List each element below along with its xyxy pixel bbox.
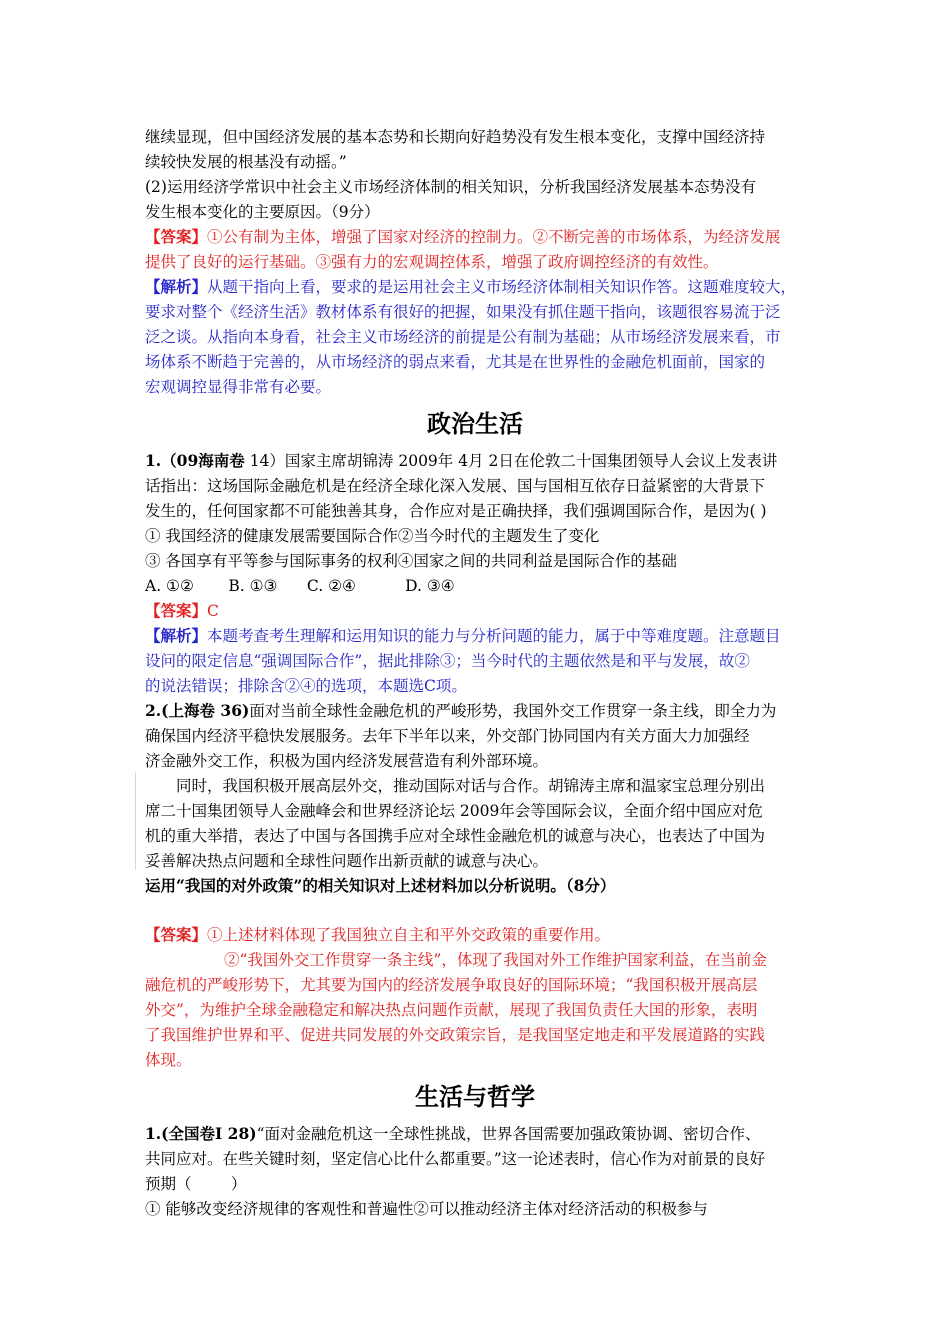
answer-label: 【答案】 bbox=[145, 227, 208, 246]
politics-q1-answer bbox=[145, 599, 219, 623]
politics-q1-analysis bbox=[145, 624, 781, 648]
econ-answer-line: 提供了良好的运行基础。③强有力的宏观调控体系，增强了政府调控经济的有效性。 bbox=[145, 253, 719, 271]
politics-q1-analysis: 的说法错误；排除含②④的选项，本题选C项。 bbox=[145, 677, 467, 695]
econ-question-line: (2)运用经济学常识中社会主义市场经济体制的相关知识，分析我国经济发展基本态势没有 bbox=[145, 178, 756, 196]
question-number: 2.(上海卷 36) bbox=[145, 701, 250, 720]
politics-q2-answer bbox=[145, 923, 610, 947]
politics-q2-ask: 运用“我国的对外政策”的相关知识对上述材料加以分析说明。（8分） bbox=[145, 876, 616, 895]
politics-q2-line: 确保国内经济平稳快发展服务。去年下半年以来，外交部门协同国内有关方面大力加强经 bbox=[145, 727, 750, 745]
politics-q1-option: ③ 各国享有平等参与国际事务的权利④国家之间的共同利益是国际合作的基础 bbox=[145, 552, 677, 570]
politics-q1-analysis: 设问的限定信息“强调国际合作”，据此排除③；当今时代的主题依然是和平与发展，故② bbox=[145, 652, 750, 670]
answer-text: ①上述材料体现了我国独立自主和平外交政策的重要作用。 bbox=[207, 926, 611, 944]
question-text: “面对金融危机这一全球性挑战，世界各国需要加强政策协调、密切合作、 bbox=[256, 1125, 761, 1143]
politics-q1-line: 话指出：这场国际金融危机是在经济全球化深入发展、国与国相互依存日益紧密的大背景下 bbox=[145, 477, 766, 495]
politics-q2-paragraph: 机的重大举措，表达了中国与各国携手应对全球性金融危机的诚意与决心，也表达了中国为 bbox=[145, 827, 766, 845]
margin-rule bbox=[135, 772, 136, 870]
analysis-text: 本题考查考生理解和运用知识的能力与分析问题的能力，属于中等难度题。注意题目 bbox=[207, 627, 781, 645]
analysis-label: 【解析】 bbox=[145, 277, 208, 296]
econ-answer-line bbox=[145, 225, 781, 249]
politics-q1-line bbox=[145, 449, 777, 473]
econ-analysis-line: 宏观调控显得非常有必要。 bbox=[145, 378, 332, 396]
politics-q2-answer: ②“我国外交工作贯穿一条主线”，体现了我国对外工作维护国家利益，在当前金 bbox=[224, 951, 767, 969]
politics-q1-choices: A. ①② B. ①③ C. ②④ D. ③④ bbox=[145, 577, 455, 595]
politics-q2-answer: 外交”，为维护全球金融稳定和解决热点问题作贡献，展现了我国负责任大国的形象，表明 bbox=[145, 1001, 758, 1019]
politics-q2-paragraph: 席二十国集团领导人金融峰会和世界经济论坛 2009年会等国际会议，全面介绍中国应对危 bbox=[145, 802, 763, 820]
politics-q2-paragraph: 同时，我国积极开展高层外交，推动国际对话与合作。胡锦涛主席和温家宝总理分别出 bbox=[176, 777, 766, 795]
politics-q2-answer: 体现。 bbox=[145, 1051, 192, 1069]
philosophy-q1-line bbox=[145, 1122, 761, 1146]
section-heading-politics: 政治生活 bbox=[427, 410, 523, 438]
politics-q1-option: ① 我国经济的健康发展需要国际合作②当今时代的主题发生了变化 bbox=[145, 527, 600, 545]
answer-label: 【答案】 bbox=[145, 925, 208, 944]
econ-analysis-line bbox=[145, 275, 796, 299]
answer-text: C bbox=[207, 602, 219, 620]
question-number: 1.（09海南卷 bbox=[145, 451, 245, 470]
politics-q2-answer: 融危机的严峻形势下，尤其要为国内的经济发展争取良好的国际环境；“我国积极开展高层 bbox=[145, 976, 758, 994]
econ-analysis-line: 要求对整个《经济生活》教材体系有很好的把握，如果没有抓住题干指向，该题很容易流于泛 bbox=[145, 303, 781, 321]
econ-analysis-line: 场体系不断趋于完善的，从市场经济的弱点来看，尤其是在世界性的金融危机面前，国家的 bbox=[145, 353, 766, 371]
section-heading-philosophy: 生活与哲学 bbox=[415, 1083, 535, 1111]
analysis-label: 【解析】 bbox=[145, 626, 208, 645]
econ-analysis-line: 泛之谈。从指向本身看，社会主义市场经济的前提是公有制为基础；从市场经济发展来看，市 bbox=[145, 328, 781, 346]
answer-label: 【答案】 bbox=[145, 601, 208, 620]
philosophy-q1-line: 共同应对。在些关键时刻，坚定信心比什么都重要。”这一论述表时，信心作为对前景的良好 bbox=[145, 1150, 766, 1168]
politics-q2-line bbox=[145, 699, 776, 723]
politics-q2-answer: 了我国维护世界和平、促进共同发展的外交政策宗旨，是我国坚定地走和平发展道路的实践 bbox=[145, 1026, 766, 1044]
politics-q1-line: 发生的，任何国家都不可能独善其身，合作应对是正确抉择，我们强调国际合作，是因为( ) bbox=[145, 502, 767, 520]
question-number: 1.(全国卷Ⅰ 28) bbox=[145, 1124, 257, 1143]
answer-text: ①公有制为主体，增强了国家对经济的控制力。②不断完善的市场体系，为经济发展 bbox=[207, 228, 781, 246]
econ-text-line: 继续显现，但中国经济发展的基本态势和长期向好趋势没有发生根本变化，支撑中国经济持 bbox=[145, 128, 766, 146]
question-text: 14）国家主席胡锦涛 2009年 4月 2日在伦敦二十国集团领导人会议上发表讲 bbox=[244, 452, 778, 470]
question-text: 面对当前全球性金融危机的严峻形势，我国外交工作贯穿一条主线，即全力为 bbox=[249, 702, 777, 720]
philosophy-q1-option: ① 能够改变经济规律的客观性和普遍性②可以推动经济主体对经济活动的积极参与 bbox=[145, 1200, 708, 1218]
econ-text-line: 续较快发展的根基没有动摇。” bbox=[145, 153, 347, 171]
econ-question-line: 发生根本变化的主要原因。（9分） bbox=[145, 203, 380, 221]
politics-q2-line: 济金融外交工作，积极为国内经济发展营造有利外部环境。 bbox=[145, 752, 549, 770]
politics-q2-paragraph: 妥善解决热点问题和全球性问题作出新贡献的诚意与决心。 bbox=[145, 852, 549, 870]
philosophy-q1-line: 预期（ ） bbox=[145, 1175, 247, 1193]
analysis-text: 从题干指向上看，要求的是运用社会主义市场经济体制相关知识作答。这题难度较大， bbox=[207, 278, 797, 296]
